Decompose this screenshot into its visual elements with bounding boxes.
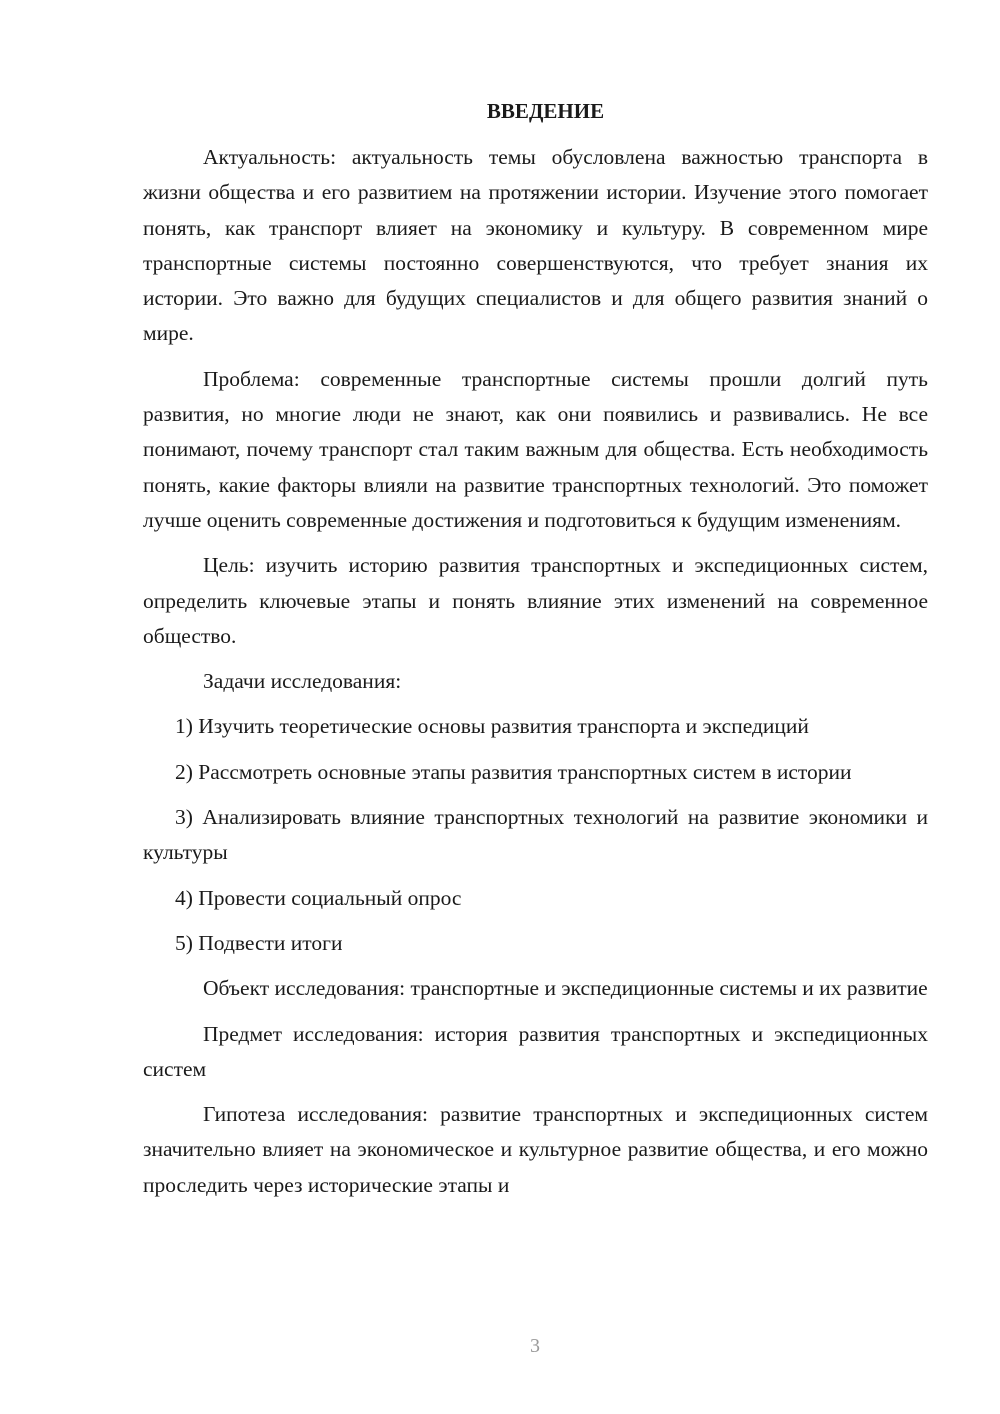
paragraph-object: Объект исследования: транспортные и экспедиционные системы и их развитие [203,976,928,1001]
page-number: 3 [530,1335,540,1357]
task-item-5: 5) Подвести итоги [175,930,343,955]
paragraph-hypothesis: Гипотеза исследования: развитие транспортных и экспедиционных систем значительно влияет на экономическое и культурное развитие общества, и его можно проследить через исторические этапы и [143,1102,928,1197]
paragraph-relevance: Актуальность: актуальность темы обусловлена важностью транспорта в жизни общества и его развитием на протяжении истории. Изучение этого помогает понять, как транспорт влияет на экономику и культуру. В современном мире транспортные системы постоянно совершенствуются, что требует знания их истории. Это важно для будущих специалистов и для общего развития знаний о мире. [143,145,928,346]
paragraph-tasks-heading: Задачи исследования: [203,669,402,694]
paragraph-subject: Предмет исследования: история развития транспортных и экспедиционных систем [143,1021,928,1081]
task-item-2: 2) Рассмотреть основные этапы развития транспортных систем в истории [175,759,852,784]
paragraph-goal: Цель: изучить историю развития транспортных и экспедиционных систем, определить ключевые этапы и понять влияние этих изменений на современное общество. [143,553,928,648]
task-item-1: 1) Изучить теоретические основы развития транспорта и экспедиций [175,714,809,739]
page-content [143,96,928,1213]
task-item-3: 3) Анализировать влияние транспортных технологий на развитие экономики и культуры [143,805,928,865]
paragraph-problem: Проблема: современные транспортные системы прошли долгий путь развития, но многие люди не знают, как они появились и развивались. Не все понимают, почему транспорт стал таким важным для общества. Есть необходимость понять, какие факторы влияли на развитие транспортных технологий. Это поможет лучше оценить современные достижения и подготовиться к будущим изменениям. [143,366,928,532]
page-title: ВВЕДЕНИЕ [486,99,605,123]
task-item-4: 4) Провести социальный опрос [175,885,462,910]
